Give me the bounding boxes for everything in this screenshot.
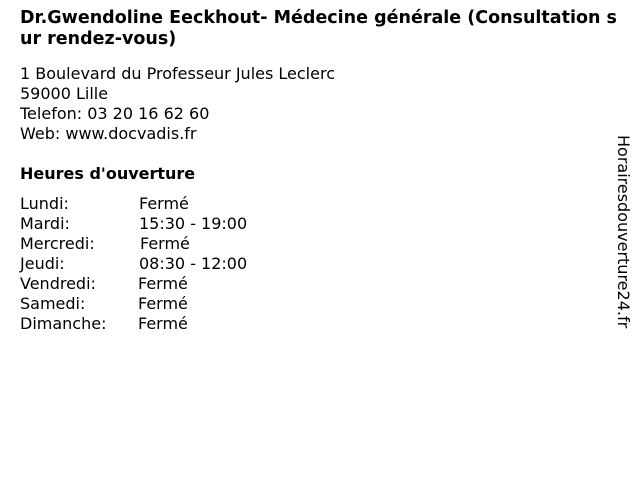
phone-number: Telefon: 03 20 16 62 60	[20, 104, 210, 123]
day-hours: Fermé	[139, 194, 189, 213]
day-hours: Fermé	[138, 314, 188, 333]
hours-row-mardi	[20, 214, 620, 234]
address-city: 59000 Lille	[20, 84, 109, 103]
hours-row-samedi	[20, 294, 620, 314]
day-label: Vendredi:	[20, 274, 96, 293]
day-label: Dimanche:	[20, 314, 107, 333]
practice-info	[20, 8, 620, 334]
day-label: Mardi:	[20, 214, 70, 233]
hours-row-vendredi	[20, 274, 620, 294]
hours-row-mercredi	[20, 234, 620, 254]
day-label: Mercredi:	[20, 234, 95, 253]
day-hours: Fermé	[138, 274, 188, 293]
day-label: Samedi:	[20, 294, 86, 313]
day-hours: 08:30 - 12:00	[139, 254, 248, 273]
address-block	[20, 64, 620, 144]
day-hours: Fermé	[140, 234, 190, 253]
day-hours: 15:30 - 19:00	[139, 214, 248, 233]
watermark-site-name: Horairesdouverture24.fr	[614, 135, 633, 329]
hours-row-lundi	[20, 194, 620, 214]
hours-heading: Heures d'ouverture	[20, 164, 196, 183]
page-title: Dr.Gwendoline Eeckhout- Médecine générale (Consultation sur rendez-vous)	[20, 8, 617, 49]
hours-row-dimanche	[20, 314, 620, 334]
day-hours: Fermé	[138, 294, 188, 313]
hours-row-jeudi	[20, 254, 620, 274]
day-label: Lundi:	[20, 194, 69, 213]
website-link[interactable]: Web: www.docvadis.fr	[20, 124, 197, 143]
address-street: 1 Boulevard du Professeur Jules Leclerc	[20, 64, 335, 83]
hours-table	[20, 194, 620, 334]
day-label: Jeudi:	[20, 254, 65, 273]
